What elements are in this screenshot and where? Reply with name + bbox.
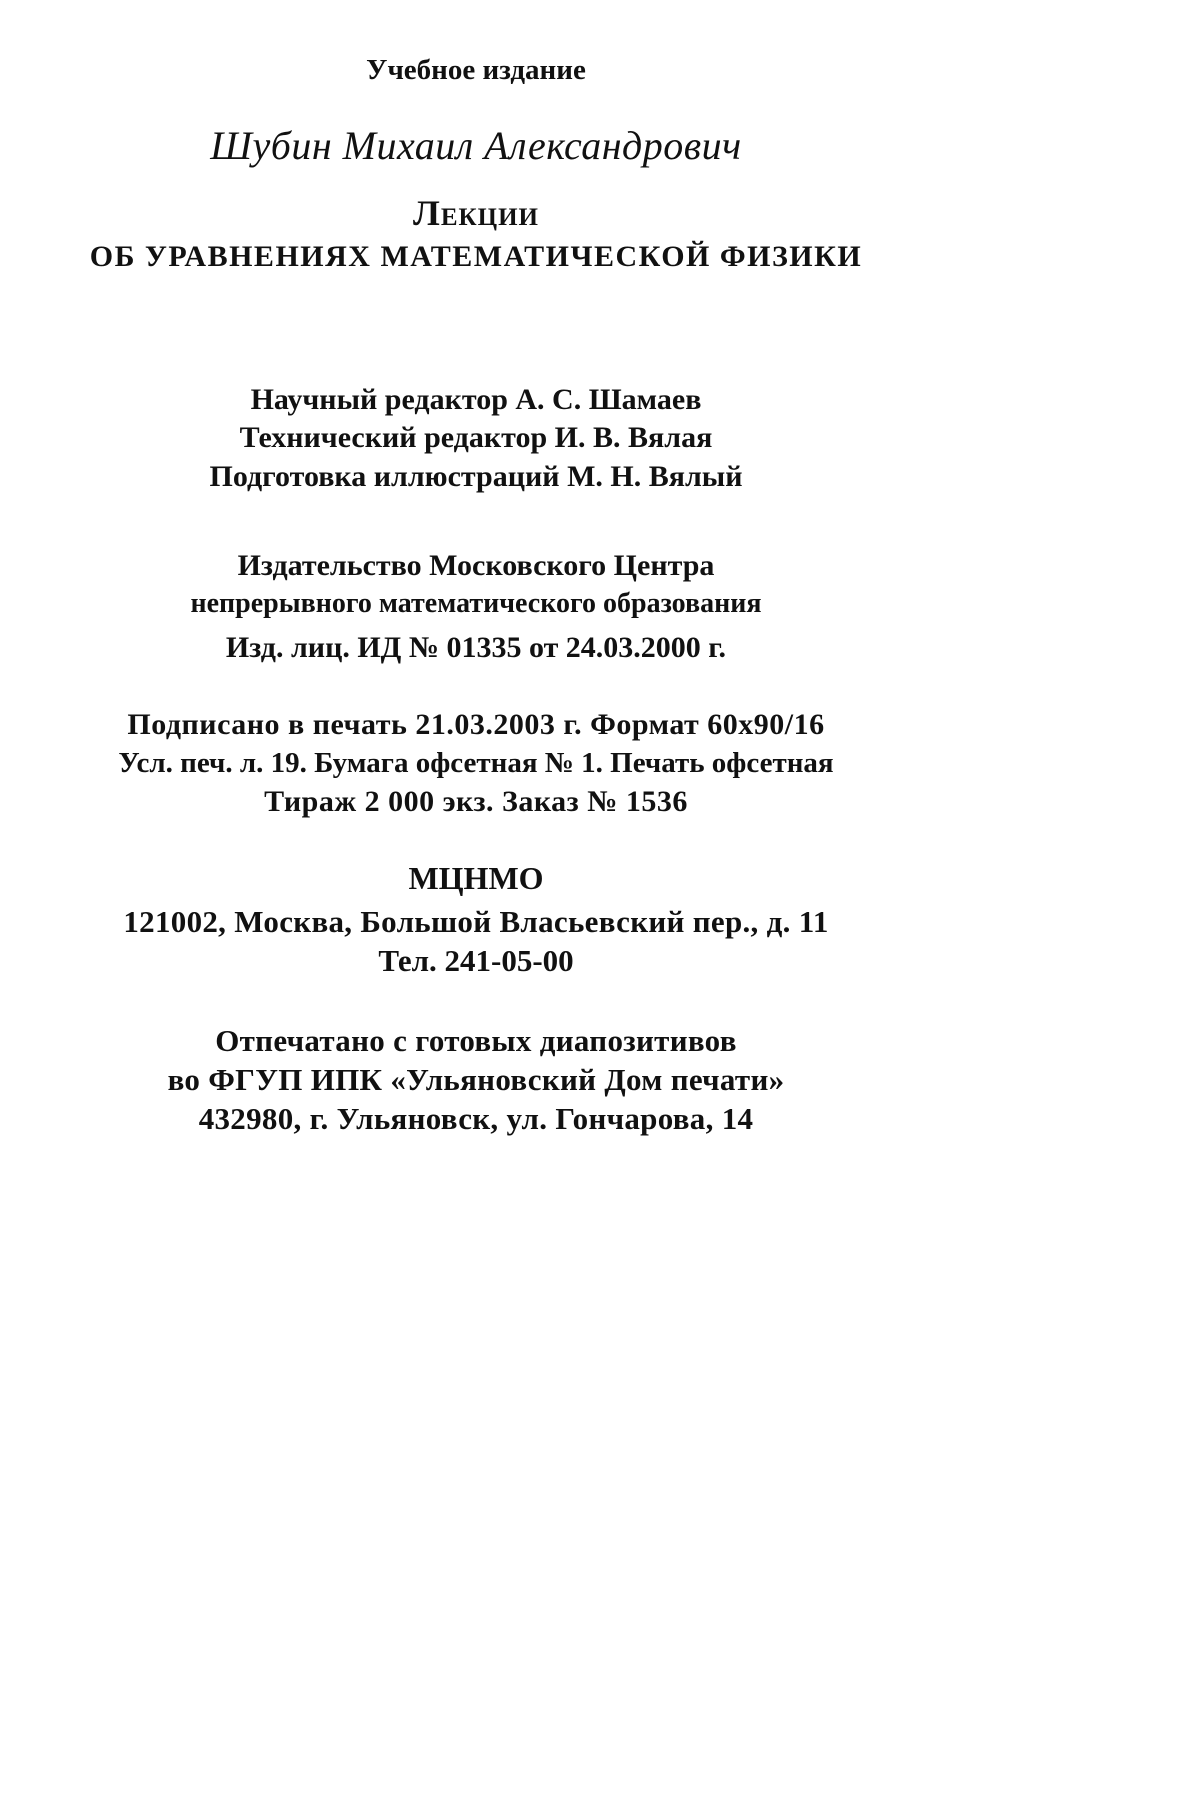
author-name: Шубин Михаил Александрович — [210, 123, 742, 168]
book-title: Лекции — [413, 193, 539, 233]
publisher-line-2: непрерывного математического образования — [190, 588, 762, 619]
printing-house-address: 432980, г. Ульяновск, ул. Гончарова, 14 — [198, 1101, 754, 1136]
publisher-line-1: Издательство Московского Центра — [237, 549, 715, 582]
edition-type: Учебное издание — [366, 54, 586, 86]
book-subtitle: ОБ УРАВНЕНИЯХ МАТЕМАТИЧЕСКОЙ ФИЗИКИ — [89, 240, 863, 273]
mccme-address: 121002, Москва, Большой Власьевский пер., д. 11 — [123, 904, 829, 939]
print-sheets-paper: Усл. печ. л. 19. Бумага офсетная № 1. Печать офсетная — [118, 747, 834, 779]
publisher-license: Изд. лиц. ИД № 01335 от 24.03.2000 г. — [225, 631, 727, 664]
print-run-order: Тираж 2 000 экз. Заказ № 1536 — [264, 785, 688, 818]
scientific-editor: Научный редактор А. С. Шамаев — [250, 383, 702, 416]
mccme-phone: Тел. 241-05-00 — [378, 943, 574, 978]
illustrations-credit: Подготовка иллюстраций М. Н. Вялый — [209, 460, 743, 493]
technical-editor: Технический редактор И. В. Вялая — [239, 421, 713, 454]
print-signed-format: Подписано в печать 21.03.2003 г. Формат 60x90/16 — [127, 708, 825, 741]
printing-house: во ФГУП ИПК «Ульяновский Дом печати» — [167, 1062, 785, 1097]
mccme-name: МЦНМО — [408, 860, 544, 896]
printed-from: Отпечатано с готовых диапозитивов — [215, 1023, 737, 1058]
